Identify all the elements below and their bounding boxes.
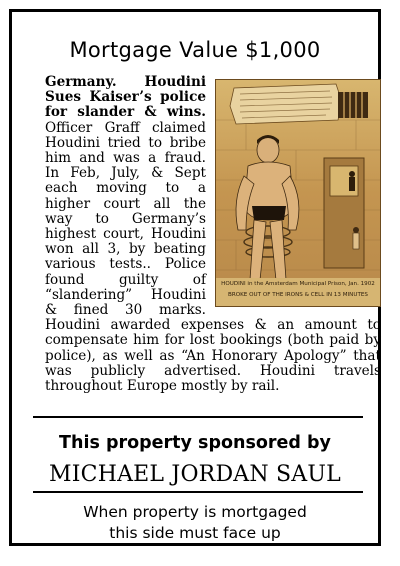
- sponsor-name: MICHAEL JORDAN SAUL: [49, 462, 341, 487]
- footer-line-2: this side must face up: [109, 524, 281, 542]
- story-paragraph: Officer Graff claimed Houdini tried to bribe him and was a fraud. In Feb, July, & Sept each moving to a higher court all the way to Germany’s highest court, Houdini won all 3, by beating various tests.. Police found guilty of “slandering” Houdini & fined 30 marks. Houdini awarded expenses & an amount to compensate him for lost bookings (both paid by police), as well as “An Honorary Apology” that was publicly advertised. Houdini travels throughout Europe mostly by rail.: [45, 119, 381, 395]
- property-card: [9, 9, 381, 546]
- poster-caption-bottom: BROKE OUT OF THE IRONS & CELL IN 13 MINUTES: [228, 292, 368, 298]
- story-text: [45, 75, 381, 394]
- poster-caption-top: HOUDINI in the Amsterdam Municipal Prison, Jan. 1902: [221, 281, 375, 287]
- mortgage-instruction: [12, 502, 378, 544]
- lower-divider: [33, 491, 363, 493]
- upper-divider: [33, 416, 363, 418]
- mortgage-value-title: Mortgage Value $1,000: [69, 38, 321, 62]
- footer-line-1: When property is mortgaged: [83, 503, 307, 521]
- story-headline: Germany. Houdini Sues Kaiser’s police for slander & wins.: [45, 74, 206, 121]
- houdini-poster-image: [215, 79, 381, 307]
- sponsor-line: This property sponsored by: [59, 433, 331, 453]
